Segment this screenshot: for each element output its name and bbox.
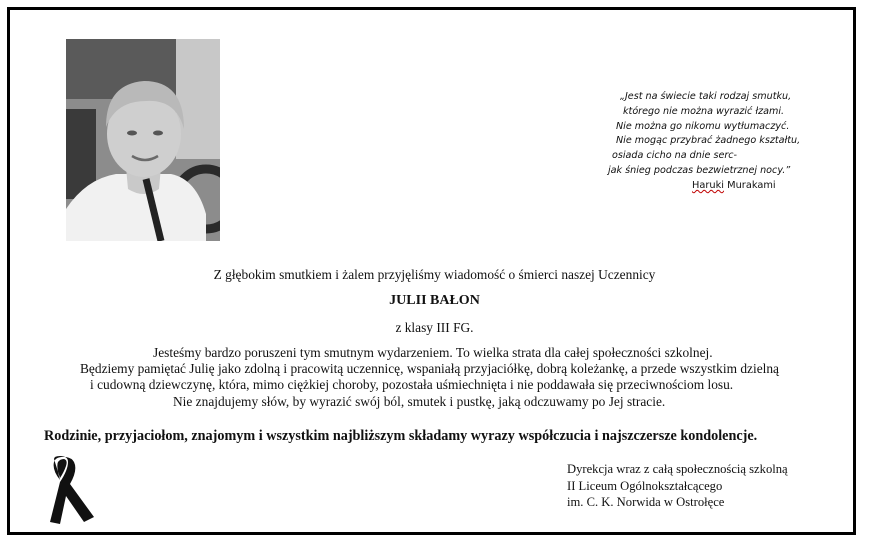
announcement-intro: Z głębokim smutkiem i żalem przyjęliśmy wiadomość o śmierci naszej Uczennicy (213, 267, 656, 282)
deceased-name: JULII BAŁON (389, 293, 480, 308)
quote-line: osiada cicho na dnie serc- (612, 150, 738, 162)
announcement-body-line: Nie znajdujemy słów, by wyrazić swój ból, smutek i pustkę, jaką odczuwamy po Jej stracie. (173, 394, 666, 409)
quote-line: Nie można go nikomu wytłumaczyć. (616, 120, 790, 132)
signature-line: Dyrekcja wraz z całą społecznością szkolną (567, 462, 788, 476)
quote-line: którego nie można wyrazić łzami. (623, 105, 785, 117)
portrait-photo (66, 39, 220, 241)
quote-author-last-name: Murakami (724, 179, 776, 191)
signature-line: II Liceum Ogólnokształcącego (567, 478, 723, 493)
murakami-quote (560, 90, 840, 194)
announcement-body-line: Jesteśmy bardzo poruszeni tym smutnym wydarzeniem. To wielka strata dla całej społeczności szkolnej. (153, 345, 713, 360)
quote-line: jak śnieg podczas bezwietrznej nocy.” (608, 164, 791, 176)
announcement-body-line: i cudowną dziewczynę, która, mimo ciężkiej choroby, pozostała uśmiechnięta i nie poddawała się przeciwnościom losu. (90, 377, 734, 392)
quote-line: „Jest na świecie taki rodzaj smutku, (620, 91, 792, 102)
quote-author (560, 179, 840, 194)
signature-block (567, 461, 788, 511)
condolences-text: Rodzinie, przyjaciołom, znajomym i wszystkim najbliższym składamy wyrazy współczucia i najszczersze kondolencje. (44, 428, 758, 444)
quote-author-first-name: Haruki (692, 179, 725, 191)
signature-line: im. C. K. Norwida w Ostrołęce (567, 495, 725, 509)
mourning-ribbon-icon (46, 456, 98, 531)
quote-line: Nie mogąc przybrać żadnego kształtu, (616, 135, 801, 147)
announcement-body-line: Będziemy pamiętać Julię jako zdolną i pracowitą uczennicę, wspaniałą przyjaciółkę, dobrą koleżankę, a przede wszystkim dzielną (80, 361, 779, 376)
deceased-class: z klasy III FG. (395, 320, 474, 335)
